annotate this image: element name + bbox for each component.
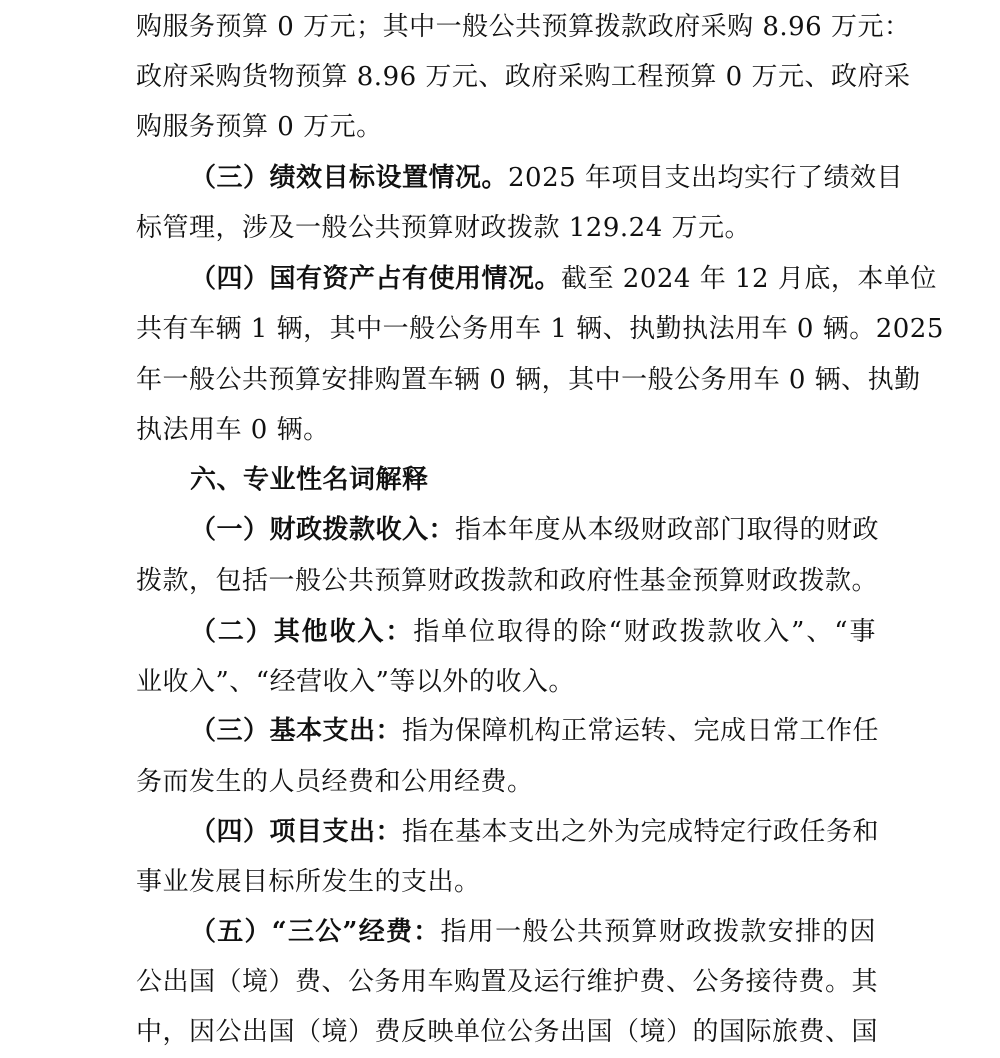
- body-text: 指单位取得的除“财政拨款收入”、“事: [413, 617, 876, 647]
- body-text: 指用一般公共预算财政拨款安排的因: [440, 917, 876, 947]
- body-text-line: 拨款，包括一般公共预算财政拨款和政府性基金预算财政拨款。: [136, 566, 879, 596]
- body-text-line: 公出国（境）费、公务用车购置及运行维护费、公务接待费。其: [136, 967, 879, 997]
- subsection-title: （四）国有资产占有使用情况。: [190, 264, 562, 294]
- paragraph-first-line: [190, 807, 880, 857]
- body-text-line: 务而发生的人员经费和公用经费。: [136, 767, 534, 797]
- term-title: （三）基本支出：: [190, 716, 403, 746]
- paragraph-first-line: [190, 153, 903, 203]
- paragraph-first-line: [190, 505, 880, 555]
- body-text-line: 标管理，涉及一般公共预算财政拨款 129.24 万元。: [136, 213, 752, 243]
- term-title: （二）其他收入：: [190, 617, 414, 647]
- section-heading: 六、专业性名词解释: [190, 465, 429, 495]
- body-text-line: 年一般公共预算安排购置车辆 0 辆，其中一般公务用车 0 辆、执勤: [136, 365, 921, 395]
- body-text-line: 中，因公出国（境）费反映单位公务出国（境）的国际旅费、国: [136, 1017, 879, 1047]
- term-title: （一）财政拨款收入：: [190, 515, 456, 545]
- term-title: （四）项目支出：: [190, 817, 403, 847]
- body-text-line: 政府采购货物预算 8.96 万元、政府采购工程预算 0 万元、政府采: [136, 62, 911, 92]
- paragraph-first-line: [190, 907, 876, 957]
- body-text-line: 事业发展目标所发生的支出。: [136, 867, 481, 897]
- subsection-title: （三）绩效目标设置情况。: [190, 163, 509, 193]
- paragraph-first-line: [190, 706, 880, 756]
- paragraph-first-line: [190, 607, 876, 657]
- body-text: 2025 年项目支出均实行了绩效目: [508, 163, 903, 193]
- body-text-line: 购服务预算 0 万元；其中一般公共预算拨款政府采购 8.96 万元：: [136, 12, 911, 42]
- body-text-line: 购服务预算 0 万元。: [136, 112, 383, 142]
- body-text-line: 业收入”、“经营收入”等以外的收入。: [136, 667, 575, 697]
- body-text: 截至 2024 年 12 月底，本单位: [561, 264, 937, 294]
- term-title: （五）“三公”经费：: [190, 917, 441, 947]
- body-text: 指在基本支出之外为完成特定行政任务和: [402, 817, 880, 847]
- body-text-line: 共有车辆 1 辆，其中一般公务用车 1 辆、执勤执法用车 0 辆。2025: [136, 314, 944, 344]
- body-text: 指为保障机构正常运转、完成日常工作任: [402, 716, 880, 746]
- body-text-line: 执法用车 0 辆。: [136, 415, 330, 445]
- paragraph-first-line: [190, 254, 937, 304]
- body-text: 指本年度从本级财政部门取得的财政: [455, 515, 880, 545]
